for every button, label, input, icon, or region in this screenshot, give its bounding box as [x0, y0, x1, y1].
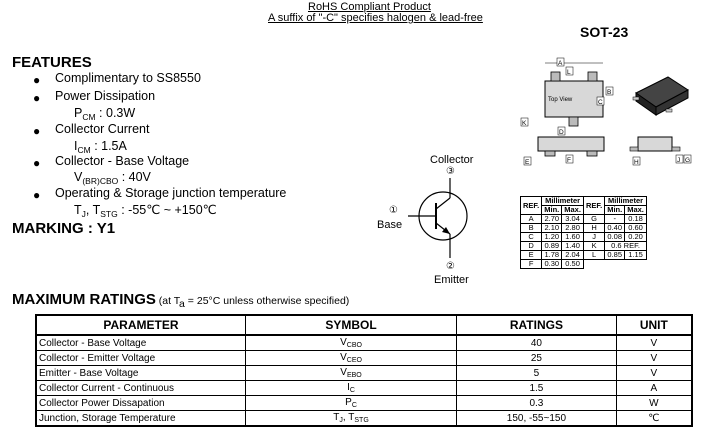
param-cell: Emitter - Base Voltage — [36, 366, 245, 381]
table-row — [521, 260, 647, 269]
dims-cell: 0.60 — [625, 224, 647, 233]
dims-cell: 0.08 — [605, 233, 625, 242]
symbol-cell: $T_J$, $T_{STG}$ — [245, 411, 456, 427]
unit-cell: V — [616, 351, 692, 366]
dims-cell: C — [521, 233, 542, 242]
table-row — [36, 381, 692, 396]
bullet-icon: ● — [33, 73, 41, 87]
collector-label: Collector — [430, 154, 474, 166]
col-header-symbol: SYMBOL — [245, 315, 456, 335]
marking-code: MARKING : Y1 — [12, 220, 116, 237]
feature-item: Power Dissipation — [55, 89, 156, 103]
feature-value: $P_{CM}$ : 0.3W — [74, 106, 136, 122]
col-header-unit: UNIT — [616, 315, 692, 335]
feature-value: $T_J$, $T_{STG}$ : -55℃ ~ +150℃ — [74, 203, 217, 219]
header-halogen-note: A suffix of "-C" specifies halogen & lead-free — [268, 12, 483, 24]
dim-letter: A — [558, 60, 563, 67]
base-label: Base — [377, 219, 403, 231]
dims-cell: 0.89 — [542, 242, 562, 251]
features-title: FEATURES — [12, 54, 92, 71]
dim-letter: J — [677, 157, 681, 164]
dims-cell: 0.20 — [625, 233, 647, 242]
dims-cell: E — [521, 251, 542, 260]
dims-ref-header: REF. — [521, 197, 542, 215]
dims-cell: 0.6 REF. — [605, 242, 647, 251]
param-cell: Junction, Storage Temperature — [36, 411, 245, 427]
table-row — [36, 335, 692, 351]
emitter-label: Emitter — [434, 274, 469, 286]
npn-transistor-symbol — [400, 176, 480, 261]
dims-cell: 2.80 — [562, 224, 584, 233]
dims-cell: 0.30 — [542, 260, 562, 269]
rating-cell: 40 — [457, 335, 617, 351]
param-cell: Collector Power Dissapation — [36, 396, 245, 411]
dims-cell: 0.85 — [605, 251, 625, 260]
dims-min-header: Min. — [542, 206, 562, 215]
dims-max-header: Max. — [625, 206, 647, 215]
package-name: SOT-23 — [580, 24, 629, 40]
symbol-cell: $V_{EBO}$ — [245, 366, 456, 381]
bullet-icon: ● — [33, 188, 41, 202]
dims-ref-header: REF. — [583, 197, 604, 215]
pin1-label: ① — [389, 205, 398, 216]
pin3-label: ③ — [446, 166, 455, 177]
dims-cell: 1.20 — [542, 233, 562, 242]
feature-value: $I_{CM}$ : 1.5A — [74, 139, 127, 155]
dims-cell: F — [521, 260, 542, 269]
col-header-parameter: PARAMETER — [36, 315, 245, 335]
dims-cell: K — [583, 242, 604, 251]
package-outline-drawing — [518, 55, 707, 190]
dims-cell: 2.04 — [562, 251, 584, 260]
dims-cell: 1.78 — [542, 251, 562, 260]
unit-cell: A — [616, 381, 692, 396]
dims-mm-header: Millimeter — [542, 197, 584, 206]
param-cell: Collector - Base Voltage — [36, 335, 245, 351]
dim-letter: C — [598, 99, 603, 106]
feature-value: $V_{(BR)CBO}$ : 40V — [74, 170, 151, 186]
feature-item: Collector - Base Voltage — [55, 154, 190, 168]
top-view-label: Top View — [548, 97, 573, 103]
pin2-label: ② — [446, 261, 455, 272]
dim-letter: F — [567, 157, 571, 164]
unit-cell: V — [616, 366, 692, 381]
dims-cell: 0.18 — [625, 215, 647, 224]
dims-cell: 1.15 — [625, 251, 647, 260]
table-row — [36, 366, 692, 381]
dimensions-table — [520, 196, 647, 269]
dims-mm-header: Millimeter — [605, 197, 647, 206]
dims-cell: B — [521, 224, 542, 233]
table-row — [36, 396, 692, 411]
max-ratings-title: MAXIMUM RATINGS (at Ta = 25°C unless otherwise specified) — [12, 291, 350, 310]
dims-cell: G — [583, 215, 604, 224]
param-cell: Collector - Emitter Voltage — [36, 351, 245, 366]
max-ratings-table — [35, 314, 693, 427]
rating-cell: 0.3 — [457, 396, 617, 411]
feature-item: Collector Current — [55, 122, 150, 136]
dims-cell: 1.60 — [562, 233, 584, 242]
rating-cell: 25 — [457, 351, 617, 366]
table-row — [36, 351, 692, 366]
rating-cell: 5 — [457, 366, 617, 381]
dims-cell: 2.70 — [542, 215, 562, 224]
dims-cell: A — [521, 215, 542, 224]
dim-letter: L — [567, 69, 571, 76]
unit-cell: V — [616, 335, 692, 351]
dims-cell: 0.50 — [562, 260, 584, 269]
dims-cell: 3.04 — [562, 215, 584, 224]
dims-max-header: Max. — [562, 206, 584, 215]
feature-item: Complimentary to SS8550 — [55, 71, 201, 85]
dims-cell: L — [583, 251, 604, 260]
feature-item: Operating & Storage junction temperature — [55, 186, 287, 200]
rating-cell: 150, -55~150 — [457, 411, 617, 427]
bullet-icon: ● — [33, 91, 41, 105]
unit-cell: W — [616, 396, 692, 411]
symbol-cell: $V_{CBO}$ — [245, 335, 456, 351]
dims-cell: - — [605, 215, 625, 224]
dims-cell: 0.40 — [605, 224, 625, 233]
dims-cell: D — [521, 242, 542, 251]
dims-min-header: Min. — [605, 206, 625, 215]
param-cell: Collector Current - Continuous — [36, 381, 245, 396]
dim-letter: D — [559, 129, 564, 136]
symbol-cell: $I_C$ — [245, 381, 456, 396]
dim-letter: H — [634, 159, 639, 166]
bullet-icon: ● — [33, 124, 41, 138]
unit-cell: ℃ — [616, 411, 692, 427]
dims-cell: 2.10 — [542, 224, 562, 233]
table-row — [521, 251, 647, 260]
dim-letter: E — [525, 159, 530, 166]
symbol-cell: $V_{CEO}$ — [245, 351, 456, 366]
rating-cell: 1.5 — [457, 381, 617, 396]
col-header-ratings: RATINGS — [457, 315, 617, 335]
dim-letter: B — [607, 89, 612, 96]
symbol-cell: $P_C$ — [245, 396, 456, 411]
header-rohs: RoHS Compliant Product — [308, 1, 431, 13]
dims-cell: J — [583, 233, 604, 242]
table-row — [36, 411, 692, 427]
dims-cell: 1.40 — [562, 242, 584, 251]
dim-letter: G — [685, 157, 691, 164]
dim-letter: K — [522, 120, 527, 127]
dims-cell: H — [583, 224, 604, 233]
bullet-icon: ● — [33, 156, 41, 170]
